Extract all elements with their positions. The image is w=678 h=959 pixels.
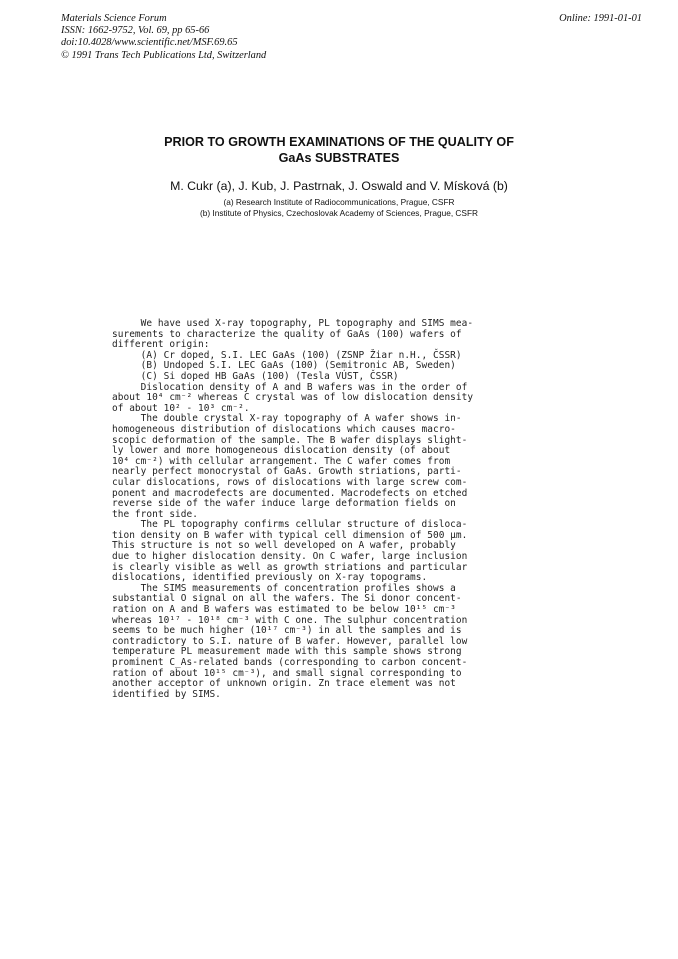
title-line-1: PRIOR TO GROWTH EXAMINATIONS OF THE QUALITY OF: [164, 135, 514, 149]
body-line: surements to characterize the quality of GaAs (100) wafers of: [112, 328, 462, 340]
online-date: Online: 1991-01-01: [559, 13, 642, 24]
body-line: 10⁴ cm⁻²) with cellular arrangement. The C wafer comes from: [112, 455, 451, 467]
body-line: the front side.: [112, 508, 198, 520]
body-line: cular dislocations, rows of dislocations with large screw com-: [112, 476, 468, 488]
body-line: This structure is not so well developed on A wafer, probably: [112, 540, 456, 552]
body-line: (C) Si doped HB GaAs (100) (Tesla VÚST, ČSSR): [112, 370, 399, 382]
body-line: ration on A and B wafers was estimated to be below 10¹⁵ cm⁻³: [112, 604, 456, 616]
body-line: ly lower and more homogeneous dislocation density (of about: [112, 445, 451, 457]
body-line: substantial O signal on all the wafers. The Si donor concent-: [112, 593, 462, 605]
body-line: homogeneous distribution of dislocations which causes macro-: [112, 423, 456, 435]
body-line: tion density on B wafer with typical cell dimension of 500 µm.: [112, 529, 468, 541]
body-line: prominent C_As-related bands (corresponding to carbon concent-: [112, 657, 468, 668]
body-line: The SIMS measurements of concentration profiles shows a: [112, 582, 456, 594]
doi-line: doi:10.4028/www.scientific.net/MSF.69.65: [61, 37, 238, 49]
body-line: reverse side of the wafer induce large deformation fields on: [112, 498, 456, 510]
copyright-line: © 1991 Trans Tech Publications Ltd, Switzerland: [61, 49, 267, 61]
body-line: ponent and macrodefects are documented. Macrodefects on etched: [112, 487, 468, 499]
body-line: We have used X-ray topography, PL topography and SIMS mea-: [112, 318, 474, 329]
body-line: another acceptor of unknown origin. Zn trace element was not: [112, 678, 456, 690]
body-line: seems to be much higher (10¹⁷ cm⁻³) in all the samples and is: [112, 625, 462, 637]
body-line: of about 10² - 10³ cm⁻².: [112, 402, 250, 414]
body-line: contradictory to S.I. nature of B wafer. However, parallel low: [112, 635, 468, 647]
affiliation-a: (a) Research Institute of Radiocommunications, Prague, CSFR: [223, 197, 455, 207]
body-line: The PL topography confirms cellular structure of disloca-: [112, 519, 468, 531]
body-line: temperature PL measurement made with this sample shows strong: [112, 646, 462, 658]
body-line: (A) Cr doped, S.I. LEC GaAs (100) (ZSNP Žiar n.H., ČSSR): [112, 349, 462, 361]
body-line: The double crystal X-ray topography of A wafer shows in-: [112, 413, 462, 425]
body-line: about 10⁴ cm⁻² whereas C crystal was of low dislocation density: [112, 392, 474, 404]
body-line: ration of about 10¹⁵ cm⁻³), and small signal corresponding to: [112, 667, 462, 679]
body-line: due to higher dislocation density. On C wafer, large inclusion: [112, 551, 468, 563]
body-line: identified by SIMS.: [112, 688, 221, 700]
body-line: nearly perfect monocrystal of GaAs. Growth striations, parti-: [112, 466, 462, 478]
body-line: (B) Undoped S.I. LEC GaAs (100) (Semitronic AB, Sweden): [112, 360, 456, 372]
body-line: scopic deformation of the sample. The B wafer displays slight-: [112, 434, 468, 446]
body-line: Dislocation density of A and B wafers was in the order of: [112, 381, 468, 393]
body-line: whereas 10¹⁷ - 10¹⁸ cm⁻³ with C one. The sulphur concentration: [112, 614, 468, 626]
affiliation-b: (b) Institute of Physics, Czechoslovak Academy of Sciences, Prague, CSFR: [199, 208, 479, 218]
paper-title: [0, 134, 678, 166]
abstract-body: [112, 319, 473, 700]
issn-line: ISSN: 1662-9752, Vol. 69, pp 65-66: [61, 25, 210, 37]
title-line-2: GaAs SUBSTRATES: [278, 151, 400, 165]
body-line: different origin:: [112, 339, 210, 351]
journal-name: Materials Science Forum: [61, 13, 167, 24]
body-line: dislocations, identified previously on X-ray topograms.: [112, 572, 428, 584]
author-list: M. Cukr (a), J. Kub, J. Pastrnak, J. Oswald and V. Mísková (b): [170, 179, 508, 193]
publication-metadata: [61, 13, 266, 62]
body-line: is clearly visible as well as growth striations and particular: [112, 561, 468, 573]
